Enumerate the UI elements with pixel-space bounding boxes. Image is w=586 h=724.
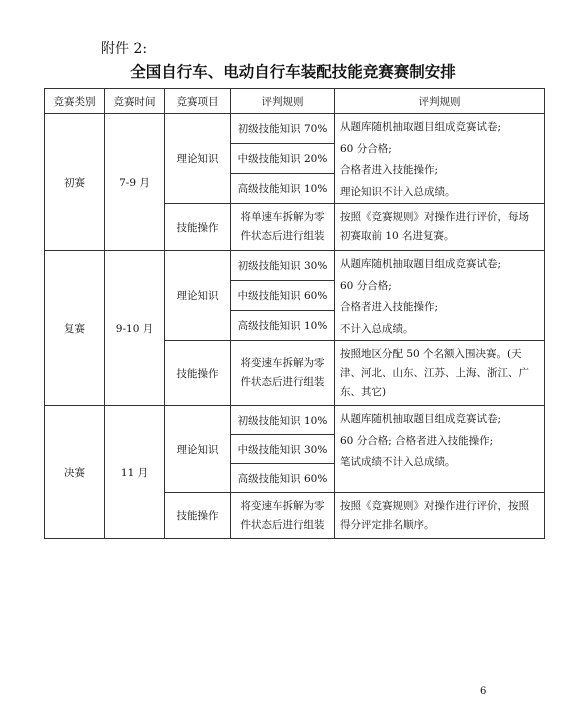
theory-label: 理论知识 — [165, 251, 231, 341]
skill-rules — [335, 204, 545, 251]
rule-line: 从题库随机抽取题目组成竞赛试卷; — [340, 121, 502, 133]
table-row — [45, 406, 545, 435]
theory-rules — [335, 114, 545, 204]
level-weight: 中级技能知识 30% — [231, 435, 335, 464]
round-category: 初赛 — [45, 114, 105, 251]
rule-line: 从题库随机抽取题目组成竞赛试卷; — [340, 258, 502, 270]
rule-line: 笔试成绩不计入总成绩。 — [340, 456, 456, 468]
rule-line: 按照《竞赛规则》对操作进行评价，每场 — [340, 211, 529, 223]
header-category: 竞赛类别 — [45, 89, 105, 114]
table-row — [45, 114, 545, 144]
skill-description — [231, 493, 335, 539]
desc-line: 件状态后进行组装 — [240, 376, 325, 388]
competition-schedule-table — [44, 88, 545, 539]
page-number: 6 — [480, 686, 487, 697]
rule-line: 理论知识不计入总成绩。 — [340, 185, 456, 198]
rule-line: 东、其它) — [340, 385, 387, 398]
rule-line: 按照地区分配 50 个名额入围决赛。(天 — [340, 347, 522, 360]
rule-line: 初赛取前 10 名进复赛。 — [340, 230, 455, 242]
round-time: 11 月 — [105, 406, 165, 539]
rule-line: 合格者进入技能操作; — [340, 164, 439, 176]
rule-line: 按照《竞赛规则》对操作进行评价，按照 — [340, 499, 529, 512]
theory-rules — [335, 251, 545, 341]
level-weight: 高级技能知识 60% — [231, 464, 335, 493]
desc-line: 件状态后进行组装 — [240, 230, 325, 242]
rule-line: 得分评定排名顺序。 — [340, 518, 435, 531]
document-title: 全国自行车、电动自行车装配技能竞赛赛制安排 — [130, 63, 456, 81]
skill-description — [231, 204, 335, 251]
level-weight: 中级技能知识 60% — [231, 281, 335, 311]
skill-rules — [335, 493, 545, 539]
level-weight: 初级技能知识 30% — [231, 251, 335, 281]
round-time: 7-9 月 — [105, 114, 165, 251]
rule-line: 60 分合格; 合格者进入技能操作; — [340, 434, 494, 447]
desc-line: 将单速车拆解为零 — [240, 211, 325, 223]
skill-label: 技能操作 — [165, 493, 231, 539]
level-weight: 高级技能知识 10% — [231, 174, 335, 204]
table-row — [45, 251, 545, 281]
skill-label: 技能操作 — [165, 204, 231, 251]
skill-description — [231, 341, 335, 406]
desc-line: 将变速车拆解为零 — [240, 357, 325, 369]
desc-line: 将变速车拆解为零 — [240, 499, 325, 512]
round-category: 复赛 — [45, 251, 105, 406]
header-item: 竞赛项目 — [165, 89, 231, 114]
rule-line: 60 分合格; — [340, 279, 392, 292]
rule-line: 从题库随机抽取题目组成竞赛试卷; — [340, 413, 502, 425]
rule-line: 合格者进入技能操作; — [340, 301, 439, 313]
skill-label: 技能操作 — [165, 341, 231, 406]
round-time: 9-10 月 — [105, 251, 165, 406]
header-time: 竞赛时间 — [105, 89, 165, 114]
header-rule-b: 评判规则 — [335, 89, 545, 114]
level-weight: 初级技能知识 10% — [231, 406, 335, 435]
rule-line: 60 分合格; — [340, 142, 392, 155]
theory-label: 理论知识 — [165, 114, 231, 204]
table-header-row — [45, 89, 545, 114]
rule-line: 不计入总成绩。 — [340, 322, 414, 335]
header-rule-a: 评判规则 — [231, 89, 335, 114]
theory-rules — [335, 406, 545, 493]
round-category: 决赛 — [45, 406, 105, 539]
level-weight: 中级技能知识 20% — [231, 144, 335, 174]
skill-rules — [335, 341, 545, 406]
level-weight: 初级技能知识 70% — [231, 114, 335, 144]
rule-line: 津、河北、山东、江苏、上海、浙江、广 — [340, 366, 529, 379]
attachment-label: 附件 2: — [101, 41, 148, 57]
level-weight: 高级技能知识 10% — [231, 311, 335, 341]
desc-line: 件状态后进行组装 — [240, 518, 325, 531]
theory-label: 理论知识 — [165, 406, 231, 493]
